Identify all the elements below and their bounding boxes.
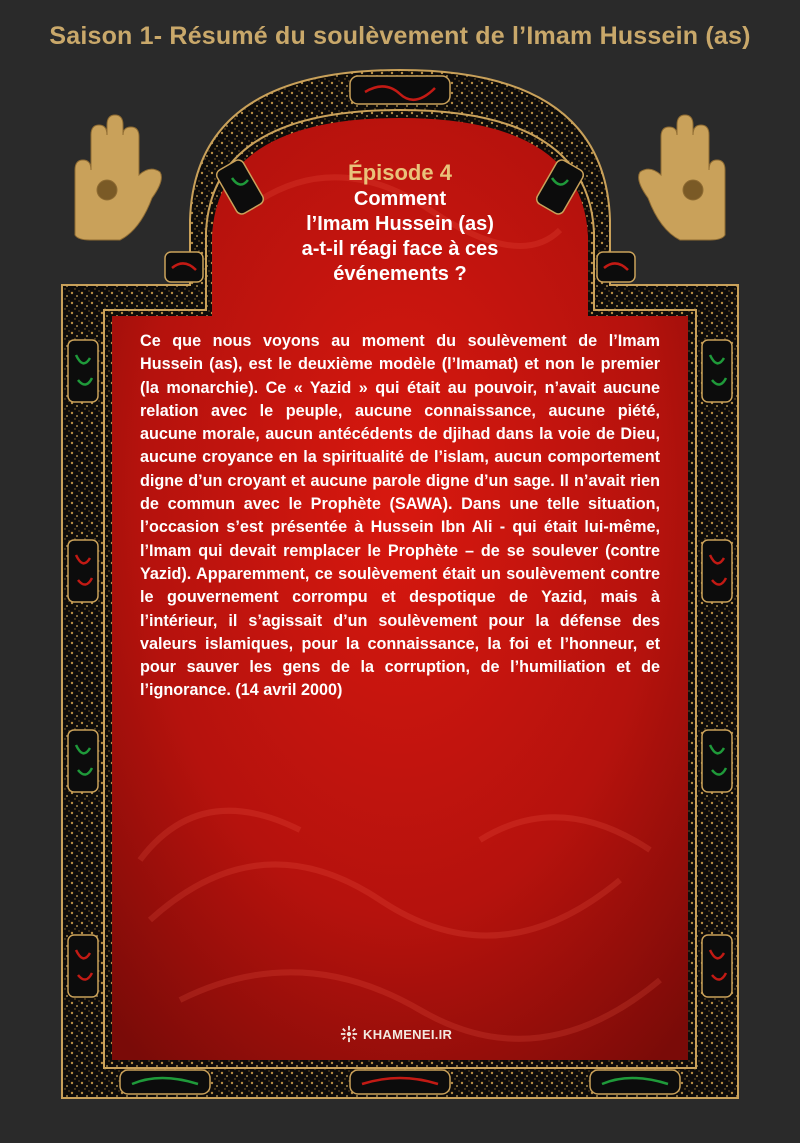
khamenei-logo-icon — [340, 1025, 358, 1043]
episode-heading — [250, 160, 550, 287]
question-line-4: événements ? — [333, 263, 467, 285]
episode-label: Épisode 4 — [348, 160, 452, 185]
logo-text: KHAMENEI.IR — [363, 1026, 453, 1042]
question-line-2: l’Imam Hussein (as) — [306, 213, 494, 235]
site-logo — [340, 1024, 452, 1044]
question-line-3: a-t-il réagi face à ces — [301, 238, 499, 260]
hamsa-hand-icon-left — [75, 115, 161, 240]
question-line-1: Comment — [353, 188, 447, 210]
quote-body: Ce que nous voyons au moment du soulèvement de l’Imam Hussein (as), est le deuxième modèle (l’Imamat) et non le premier (la monarchie). Ce « Yazid » qui était au pouvoir, n’avait aucune relation avec le peuple, aucune connaissance, aucune piété, aucune morale, aucun antécédents de djihad dans la voie de Dieu, aucune croyance en la spiritualité de l’islam, aucun comportement digne d’un croyant et aucune parole digne d’un sage. Il n’avait rien de commun avec le Prophète (SAWA). Dans une telle situation, l’occasion s’est présentée à Hussein Ibn Ali - qui était lui-même, l’Imam qui devait remplacer le Prophète – de se soulever (contre Yazid). Apparemment, ce soulèvement était un soulèvement contre le gouvernement corrompu et despotique de Yazid, mais à l’intérieur, il s’agissait d’un soulèvement pour la défense des valeurs islamiques, pour la connaissance, la foi et l’honneur, et pour sauver les gens de la corruption, de l’humiliation et de l’ignorance. (14 avril 2000) — [140, 332, 660, 700]
page-title: Saison 1- Résumé du soulèvement de l’Imam Hussein (as) — [49, 22, 751, 50]
hamsa-hand-icon-right — [639, 115, 725, 240]
